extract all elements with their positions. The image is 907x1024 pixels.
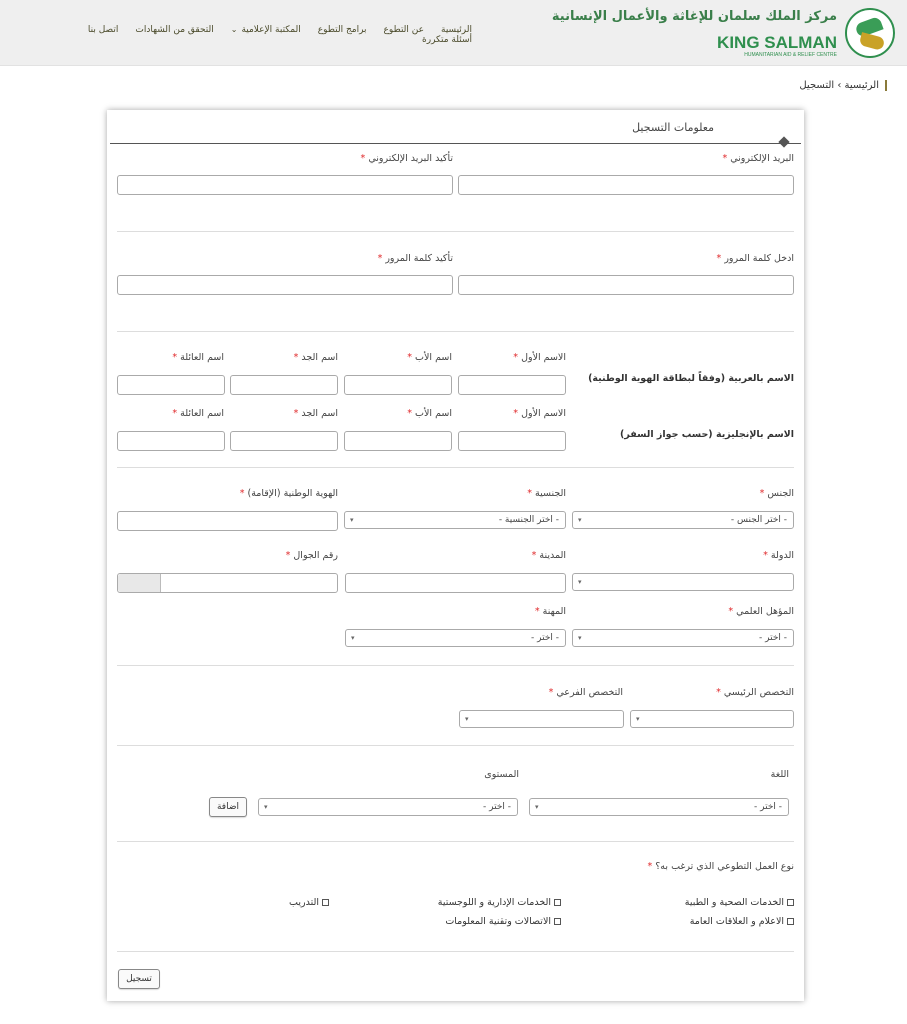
en-father-name-label: اسم الأب *	[407, 408, 452, 419]
password-confirm-field[interactable]	[117, 275, 453, 295]
ar-father-name-label: اسم الأب *	[407, 352, 452, 363]
gender-select-value: - اختر الجنس -	[730, 515, 787, 525]
main-nav	[12, 25, 472, 45]
breadcrumb-separator: ›	[837, 80, 842, 91]
mobile-country-code[interactable]	[118, 574, 161, 592]
logo-emblem-icon	[845, 8, 895, 58]
profession-select-value: - اختر -	[531, 633, 559, 643]
en-first-name-input[interactable]	[458, 431, 566, 451]
option-it[interactable]	[445, 916, 561, 927]
level-label: المستوى	[484, 769, 519, 780]
country-select[interactable]	[572, 573, 794, 591]
breadcrumb-home[interactable]: الرئيسية	[844, 80, 879, 91]
section-divider	[117, 331, 794, 332]
chevron-down-icon: ⌄	[230, 25, 238, 34]
chevron-down-icon: ▾	[578, 634, 582, 642]
title-divider	[110, 143, 801, 144]
section-divider	[117, 951, 794, 952]
chevron-down-icon: ▾	[636, 715, 640, 723]
nationality-label: الجنسية *	[527, 488, 566, 499]
en-father-name-input[interactable]	[344, 431, 452, 451]
en-grandfather-name-input[interactable]	[230, 431, 338, 451]
minor-label: التخصص الفرعي *	[548, 687, 623, 698]
mobile-field[interactable]	[117, 573, 338, 593]
ar-grandfather-name-label: اسم الجد *	[293, 352, 338, 363]
section-divider	[117, 841, 794, 842]
country-label: الدولة *	[763, 550, 794, 561]
qualification-select-value: - اختر -	[759, 633, 787, 643]
city-field[interactable]	[345, 573, 566, 593]
top-header	[0, 0, 907, 66]
chevron-down-icon: ▾	[264, 803, 268, 811]
ar-family-name-label: اسم العائلة *	[172, 352, 224, 363]
qualification-select[interactable]	[572, 629, 794, 647]
nationality-select[interactable]	[344, 511, 566, 529]
gender-label: الجنس *	[759, 488, 794, 499]
password-confirm-label: تأكيد كلمة المرور *	[377, 253, 453, 264]
checkbox-health[interactable]	[787, 899, 794, 906]
language-select[interactable]	[529, 798, 789, 816]
national-id-field[interactable]	[117, 511, 338, 531]
section-divider	[117, 231, 794, 232]
checkbox-admin[interactable]	[554, 899, 561, 906]
email-confirm-field[interactable]	[117, 175, 453, 195]
registration-card	[107, 110, 804, 1001]
option-training-label: التدريب	[289, 897, 319, 908]
password-field[interactable]	[458, 275, 794, 295]
email-field[interactable]	[458, 175, 794, 195]
nav-item-faq[interactable]: أسئلة متكررة	[422, 35, 472, 45]
breadcrumb-current: التسجيل	[799, 80, 835, 91]
option-media-label: الاعلام و العلاقات العامة	[689, 916, 784, 927]
level-select-value: - اختر -	[483, 802, 511, 812]
mobile-label: رقم الجوال *	[285, 550, 338, 561]
qualification-label: المؤهل العلمي *	[728, 606, 794, 617]
minor-select[interactable]	[459, 710, 624, 728]
title-diamond-icon	[778, 136, 789, 147]
chevron-down-icon: ▾	[350, 516, 354, 524]
profession-select[interactable]	[345, 629, 566, 647]
level-select[interactable]	[258, 798, 518, 816]
checkbox-training[interactable]	[322, 899, 329, 906]
major-label: التخصص الرئيسي *	[716, 687, 794, 698]
en-first-name-label: الاسم الأول *	[513, 408, 566, 419]
en-family-name-label: اسم العائلة *	[172, 408, 224, 419]
nav-item-contact[interactable]: اتصل بنا	[87, 25, 119, 35]
form-title: معلومات التسجيل	[632, 121, 714, 134]
name-arabic-label: الاسم بالعربية (وفقاً لبطاقة الهوية الوطنية)	[588, 373, 794, 384]
password-label: ادخل كلمة المرور *	[716, 253, 794, 264]
section-divider	[117, 467, 794, 468]
logo-english-text: KING SALMAN	[717, 33, 837, 52]
option-admin-label: الخدمات الإدارية و اللوجستية	[437, 897, 551, 908]
nav-item-media-library[interactable]	[231, 25, 301, 35]
option-admin[interactable]	[438, 897, 561, 908]
ar-first-name-input[interactable]	[458, 375, 566, 395]
logo-arabic-text: مركز الملك سلمان للإغاثة والأعمال الإنسانية	[551, 9, 837, 24]
ksrelief-logo[interactable]	[551, 6, 895, 62]
nav-item-media-library-label: المكتبة الإعلامية	[241, 25, 301, 35]
nav-item-volunteer-programs[interactable]: برامج التطوع	[317, 25, 367, 35]
checkbox-it[interactable]	[554, 918, 561, 925]
chevron-down-icon: ▾	[578, 516, 582, 524]
nav-item-about-volunteering[interactable]: عن التطوع	[383, 25, 424, 35]
profession-label: المهنة *	[534, 606, 566, 617]
gender-select[interactable]	[572, 511, 794, 529]
en-grandfather-name-label: اسم الجد *	[293, 408, 338, 419]
email-confirm-label: تأكيد البريد الإلكتروني *	[360, 153, 453, 164]
chevron-down-icon: ▾	[465, 715, 469, 723]
option-it-label: الاتصالات وتقنية المعلومات	[445, 916, 551, 927]
city-label: المدينة *	[531, 550, 566, 561]
chevron-down-icon: ▾	[578, 578, 582, 586]
language-label: اللغة	[770, 769, 789, 780]
major-select[interactable]	[630, 710, 794, 728]
option-training[interactable]	[289, 897, 329, 908]
ar-grandfather-name-input[interactable]	[230, 375, 338, 395]
national-id-label: الهوية الوطنية (الإقامة) *	[239, 488, 338, 499]
submit-register-button[interactable]: تسجيل	[118, 969, 160, 989]
breadcrumb	[799, 80, 887, 91]
ar-father-name-input[interactable]	[344, 375, 452, 395]
section-divider	[117, 665, 794, 666]
chevron-down-icon: ▾	[351, 634, 355, 642]
checkbox-media[interactable]	[787, 918, 794, 925]
volunteer-type-label: نوع العمل التطوعي الذي ترغب به؟ *	[647, 861, 794, 872]
option-health-label: الخدمات الصحية و الطبية	[684, 897, 784, 908]
nav-item-home[interactable]: الرئيسية	[441, 25, 472, 35]
nationality-select-value: - اختر الجنسية -	[498, 515, 559, 525]
email-label: البريد الإلكتروني *	[722, 153, 794, 164]
language-select-value: - اختر -	[754, 802, 782, 812]
section-divider	[117, 745, 794, 746]
name-english-label: الاسم بالإنجليزية (حسب جواز السفر)	[620, 429, 794, 440]
logo-subtitle: HUMANITARIAN AID & RELIEF CENTRE	[744, 52, 837, 58]
option-health[interactable]	[685, 897, 794, 908]
ar-family-name-input[interactable]	[117, 375, 225, 395]
add-language-button[interactable]: اضافة	[209, 797, 247, 817]
en-family-name-input[interactable]	[117, 431, 225, 451]
nav-item-certificate-verification[interactable]: التحقق من الشهادات	[135, 25, 214, 35]
option-media[interactable]	[690, 916, 794, 927]
chevron-down-icon: ▾	[535, 803, 539, 811]
ar-first-name-label: الاسم الأول *	[513, 352, 566, 363]
